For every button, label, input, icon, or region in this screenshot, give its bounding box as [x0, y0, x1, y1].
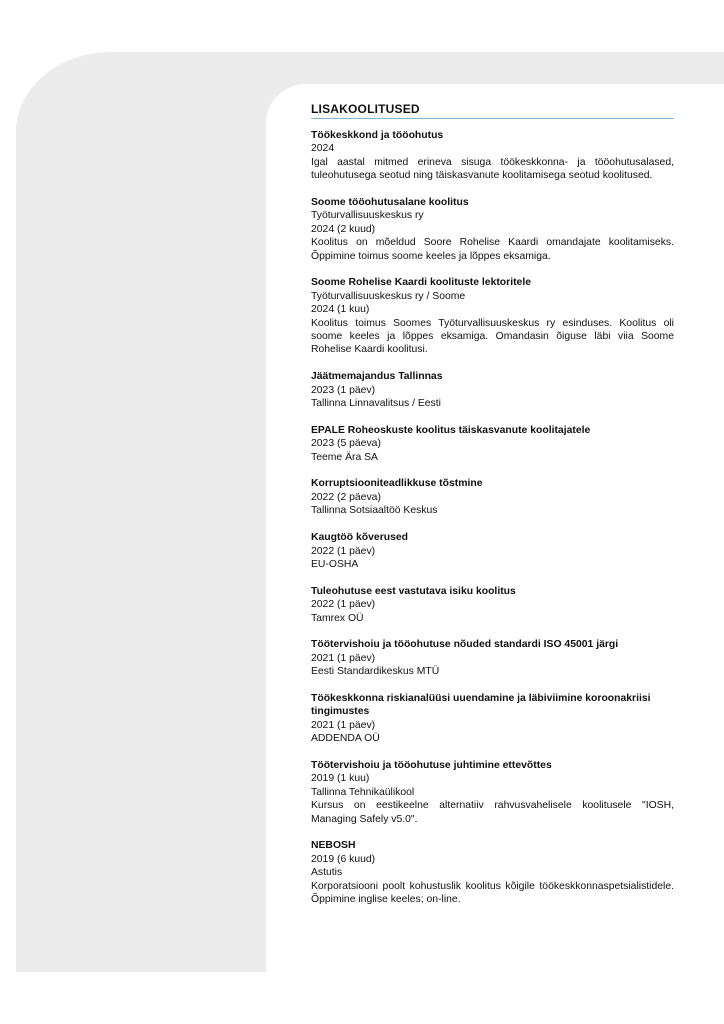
training-description: Koolitus on mõeldud Soore Rohelise Kaardi omandajate koolitamiseks. Õppimine toimus soome keeles ja lõppes eksamiga.: [311, 237, 674, 262]
training-detail: 2021 (1 päev): [311, 652, 376, 664]
training-entry: [311, 638, 674, 678]
training-detail: 2024 (2 kuud): [311, 223, 376, 235]
section-title: LISAKOOLITUSED: [311, 100, 674, 119]
training-detail: 2024: [311, 143, 335, 155]
training-entry: [311, 759, 674, 826]
training-title: Korruptsiooniteadlikkuse tõstmine: [311, 478, 483, 490]
training-description: Koolitus toimus Soomes Työturvallisuuskeskus ry esinduses. Koolitus oli soome keeles ja lõppes eksamiga. Omandasin õiguse läbi viia Soome Rohelise Kaardi koolitusi.: [311, 317, 674, 356]
training-entry: [311, 276, 674, 356]
additional-trainings-section: [311, 100, 674, 906]
training-detail: Astutis: [311, 867, 343, 879]
training-entry: [311, 424, 674, 464]
training-title: Jäätmemajandus Tallinnas: [311, 371, 443, 383]
training-detail: Tamrex OÜ: [311, 612, 364, 624]
training-entry: [311, 692, 674, 746]
training-entry: [311, 839, 674, 906]
training-entry: [311, 477, 674, 517]
training-entry: [311, 531, 674, 571]
training-detail: Työturvallisuuskeskus ry / Soome: [311, 290, 466, 302]
training-detail: Tallinna Tehnikaülikool: [311, 786, 415, 798]
training-detail: Tallinna Sotsiaaltöö Keskus: [311, 505, 438, 517]
training-entry: [311, 585, 674, 625]
training-entry: [311, 196, 674, 263]
training-description: Kursus on eestikeelne alternatiiv rahvusvahelisele koolitusele "IOSH, Managing Safely v5.0".: [311, 800, 674, 825]
training-detail: 2024 (1 kuu): [311, 304, 370, 316]
training-title: EPALE Roheoskuste koolitus täiskasvanute koolitajatele: [311, 424, 591, 436]
training-title: NEBOSH: [311, 840, 356, 852]
training-detail: 2022 (1 päev): [311, 599, 376, 611]
training-detail: 2019 (6 kuud): [311, 853, 376, 865]
training-title: Soome Rohelise Kaardi koolituste lektoritele: [311, 277, 531, 289]
training-detail: ADDENDA OÜ: [311, 733, 380, 745]
training-detail: Tallinna Linnavalitsus / Eesti: [311, 398, 441, 410]
training-detail: Eesti Standardikeskus MTÜ: [311, 666, 440, 678]
training-detail: EU-OSHA: [311, 558, 359, 570]
training-detail: Teeme Ära SA: [311, 451, 378, 463]
training-title: Soome tööohutusalane koolitus: [311, 197, 469, 209]
training-title: Töökeskkonna riskianalüüsi uuendamine ja läbiviimine koroonakriisi tingimustes: [311, 692, 651, 718]
training-detail: 2022 (2 päeva): [311, 491, 381, 503]
training-title: Kaugtöö kõverused: [311, 532, 408, 544]
training-title: Töökeskkond ja tööohutus: [311, 130, 444, 141]
training-detail: Työturvallisuuskeskus ry: [311, 210, 424, 222]
training-title: Töötervishoiu ja tööohutuse juhtimine ettevõttes: [311, 759, 552, 771]
training-entry: [311, 129, 674, 183]
training-detail: 2022 (1 päev): [311, 545, 376, 557]
training-title: Töötervishoiu ja tööohutuse nõuded standardi ISO 45001 järgi: [311, 639, 619, 651]
training-detail: 2019 (1 kuu): [311, 773, 370, 785]
training-detail: 2023 (1 päev): [311, 384, 376, 396]
training-detail: 2023 (5 päeva): [311, 438, 381, 450]
entry-list: [311, 129, 674, 906]
training-description: Korporatsiooni poolt kohustuslik koolitus kõigile töökeskkonnaspetsialistidele. Õppimine inglise keeles; on-line.: [311, 880, 674, 905]
training-detail: 2021 (1 päev): [311, 719, 376, 731]
training-entry: [311, 370, 674, 410]
training-description: Igal aastal mitmed erineva sisuga töökeskkonna- ja tööohutusalased, tuleohutusega seotud ning täiskasvanute koolitamisega seotud koolitused.: [311, 156, 674, 182]
training-title: Tuleohutuse eest vastutava isiku koolitus: [311, 585, 516, 597]
